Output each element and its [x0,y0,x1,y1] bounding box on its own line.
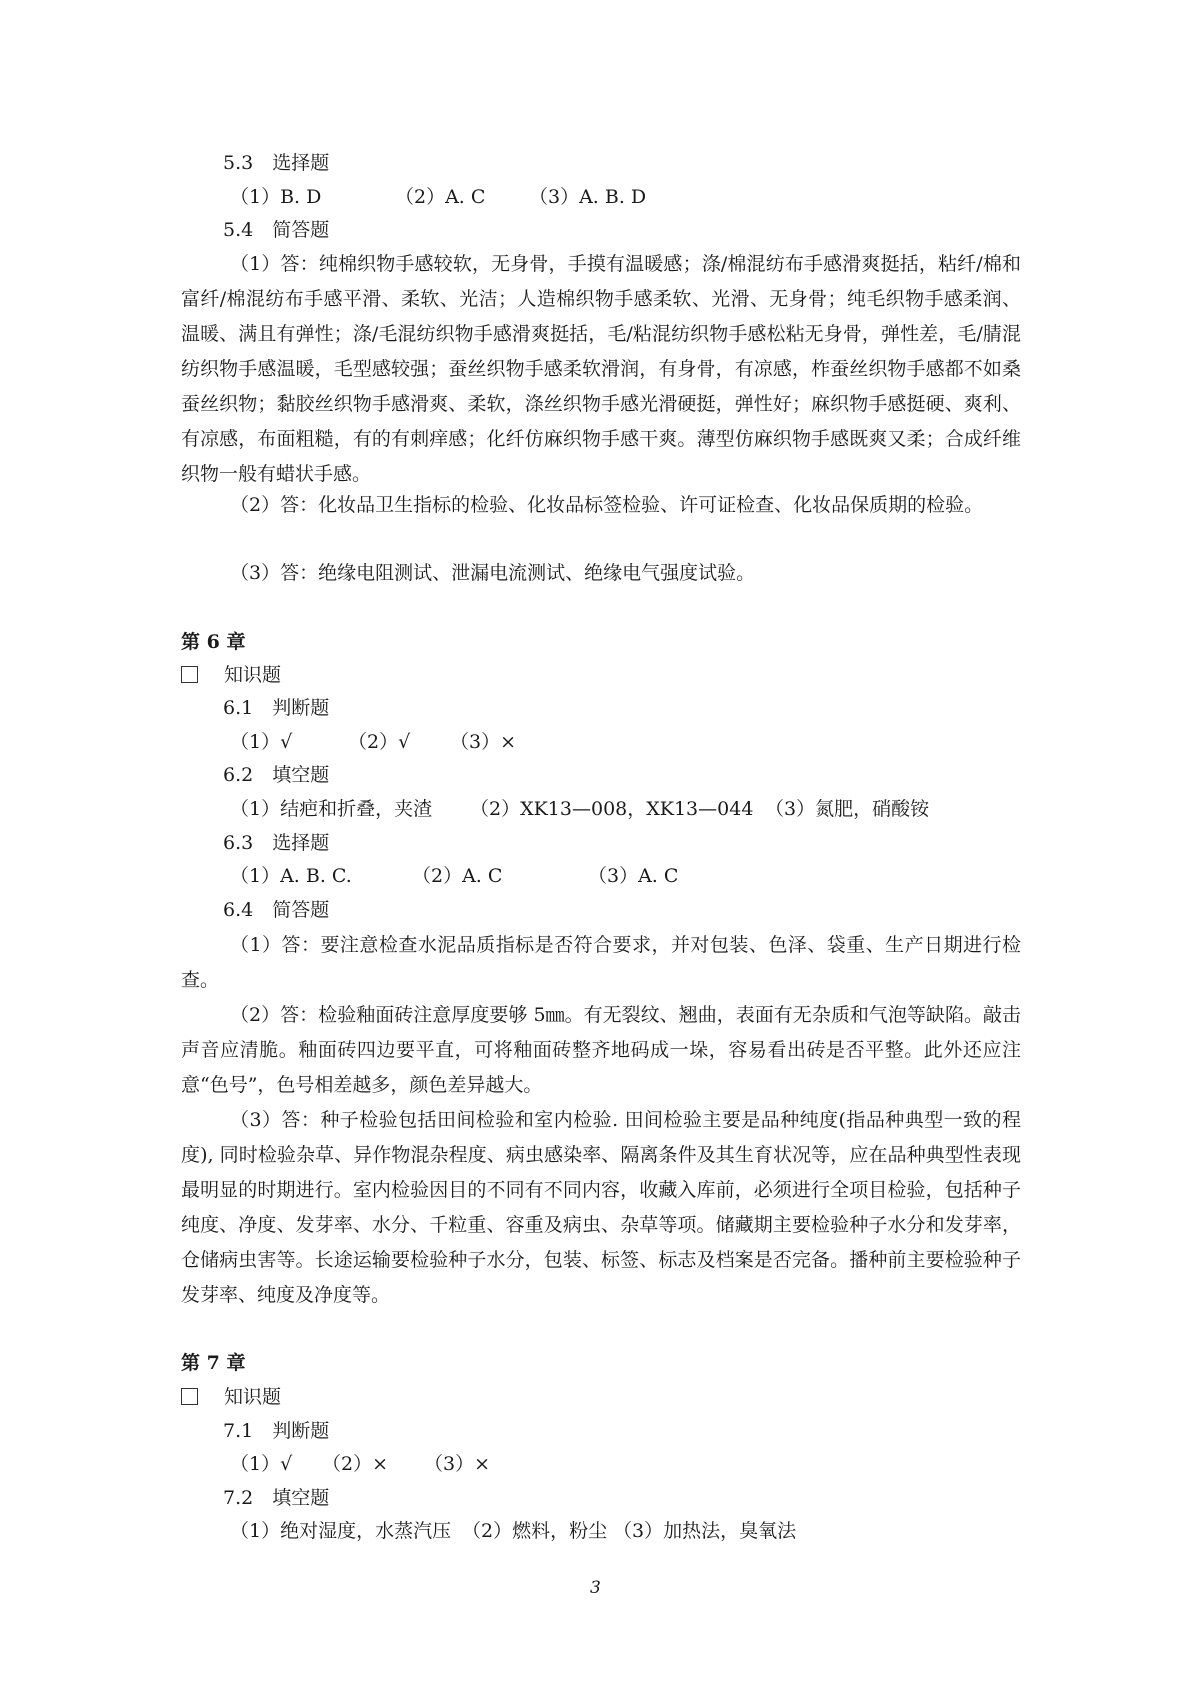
answer-6-3-3: （3）A. C [588,865,679,887]
answer-7-1-1: （1）√ [230,1453,293,1475]
answers-7-1 [230,1450,930,1478]
section-6-2-title: 6.2 填空题 [223,764,330,786]
answer-6-2-1: （1）结疤和折叠，夹渣 [230,798,433,820]
answers-6-2 [230,795,990,823]
answer-7-2-2: （2）燃料，粉尘 [462,1520,608,1542]
answer-6-1-3: （3）× [450,731,517,753]
answer-6-1-1: （1）√ [230,731,293,753]
answer-7-2-1: （1）绝对湿度，水蒸汽压 [230,1520,452,1542]
answer-6-2-3: （3）氮肥，硝酸铵 [765,798,930,820]
answer-6-3-2: （2）A. C [412,865,503,887]
chapter-6-knowledge-heading [181,661,281,689]
answer-5-4-2: （2）答：化妆品卫生指标的检验、化妆品标签检验、许可证检查、化妆品保质期的检验。 [230,494,984,516]
answer-5-3-3: （3）A. B. D [529,186,647,208]
answers-6-3 [230,862,930,890]
section-6-1-title: 6.1 判断题 [223,697,330,719]
section-6-4-title: 6.4 简答题 [223,899,330,921]
section-7-1-title: 7.1 判断题 [223,1420,330,1442]
answers-6-1 [230,728,930,756]
section-7-2-title: 7.2 填空题 [223,1487,330,1509]
answers-5-3 [230,183,930,211]
section-5-4-title: 5.4 简答题 [223,219,330,241]
answers-7-2 [230,1517,930,1545]
page-number: 3 [590,1578,601,1598]
knowledge-label: 知识题 [224,664,282,686]
answer-5-4-1: （1）答：纯棉织物手感较软，无身骨，手摸有温暖感；涤/棉混纺布手感滑爽挺括，粘纤/棉和富纤/棉混纺布手感平滑、柔软、光洁；人造棉织物手感柔软、光滑、无身骨；纯毛织物手感柔润、温暖、满且有弹性；涤/毛混纺织物手感滑爽挺括，毛/粘混纺织物手感松粘无身骨，弹性差，毛/腈混纺织物手感温暖，毛型感较强；蚕丝织物手感柔软滑润，有身骨，有凉感，柞蚕丝织物手感都不如桑蚕丝织物；黏胶丝织物手感滑爽、柔软，涤丝织物手感光滑硬挺，弹性好；麻织物手感挺硬、爽利、有凉感，布面粗糙，有的有刺痒感；化纤仿麻织物手感干爽。薄型仿麻织物手感既爽又柔；合成纤维织物一般有蜡状手感。 [181,253,1021,485]
chapter-6-title: 第 6 章 [181,631,246,653]
answer-5-4-3: （3）答：绝缘电阻测试、泄漏电流测试、绝缘电气强度试验。 [230,562,756,584]
knowledge-label: 知识题 [224,1386,282,1408]
answer-6-1-2: （2）√ [348,731,411,753]
checkbox-icon [181,1388,198,1405]
answer-6-3-1: （1）A. B. C. [230,865,352,887]
section-5-3-title: 5.3 选择题 [223,152,330,174]
answer-5-3-1: （1）B. D [230,186,322,208]
chapter-7-knowledge-heading [181,1383,281,1411]
checkbox-icon [181,666,198,683]
answer-7-1-2: （2）× [322,1453,389,1475]
answer-7-1-3: （3）× [424,1453,491,1475]
answer-6-4-2: （2）答：检验釉面砖注意厚度要够 5㎜。有无裂纹、翘曲，表面有无杂质和气泡等缺陷。敲击声音应清脆。釉面砖四边要平直，可将釉面砖整齐地码成一垛，容易看出砖是否平整。此外还应注意“色号”，色号相差越多，颜色差异越大。 [181,1004,1021,1096]
section-6-3-title: 6.3 选择题 [223,832,330,854]
answer-6-2-2: （2）XK13—008，XK13—044 [470,798,754,820]
answer-6-4-1: （1）答：要注意检查水泥品质指标是否符合要求，并对包装、色泽、袋重、生产日期进行检查。 [181,934,1021,991]
answer-6-4-3: （3）答：种子检验包括田间检验和室内检验. 田间检验主要是品种纯度(指品种典型一致的程度), 同时检验杂草、异作物混杂程度、病虫感染率、隔离条件及其生育状况等，应在品种典型性表现最明显的时期进行。室内检验因目的不同有不同内容，收藏入库前，必须进行全项目检验，包括种子纯度、净度、发芽率、水分、千粒重、容重及病虫、杂草等项。储藏期主要检验种子水分和发芽率，仓储病虫害等。长途运输要检验种子水分，包装、标签、标志及档案是否完备。播种前主要检验种子发芽率、纯度及净度等。 [181,1109,1021,1306]
answer-7-2-3: （3）加热法，臭氧法 [613,1520,797,1542]
chapter-7-title: 第 7 章 [181,1352,246,1374]
answer-5-3-2: （2）A. C [395,186,486,208]
